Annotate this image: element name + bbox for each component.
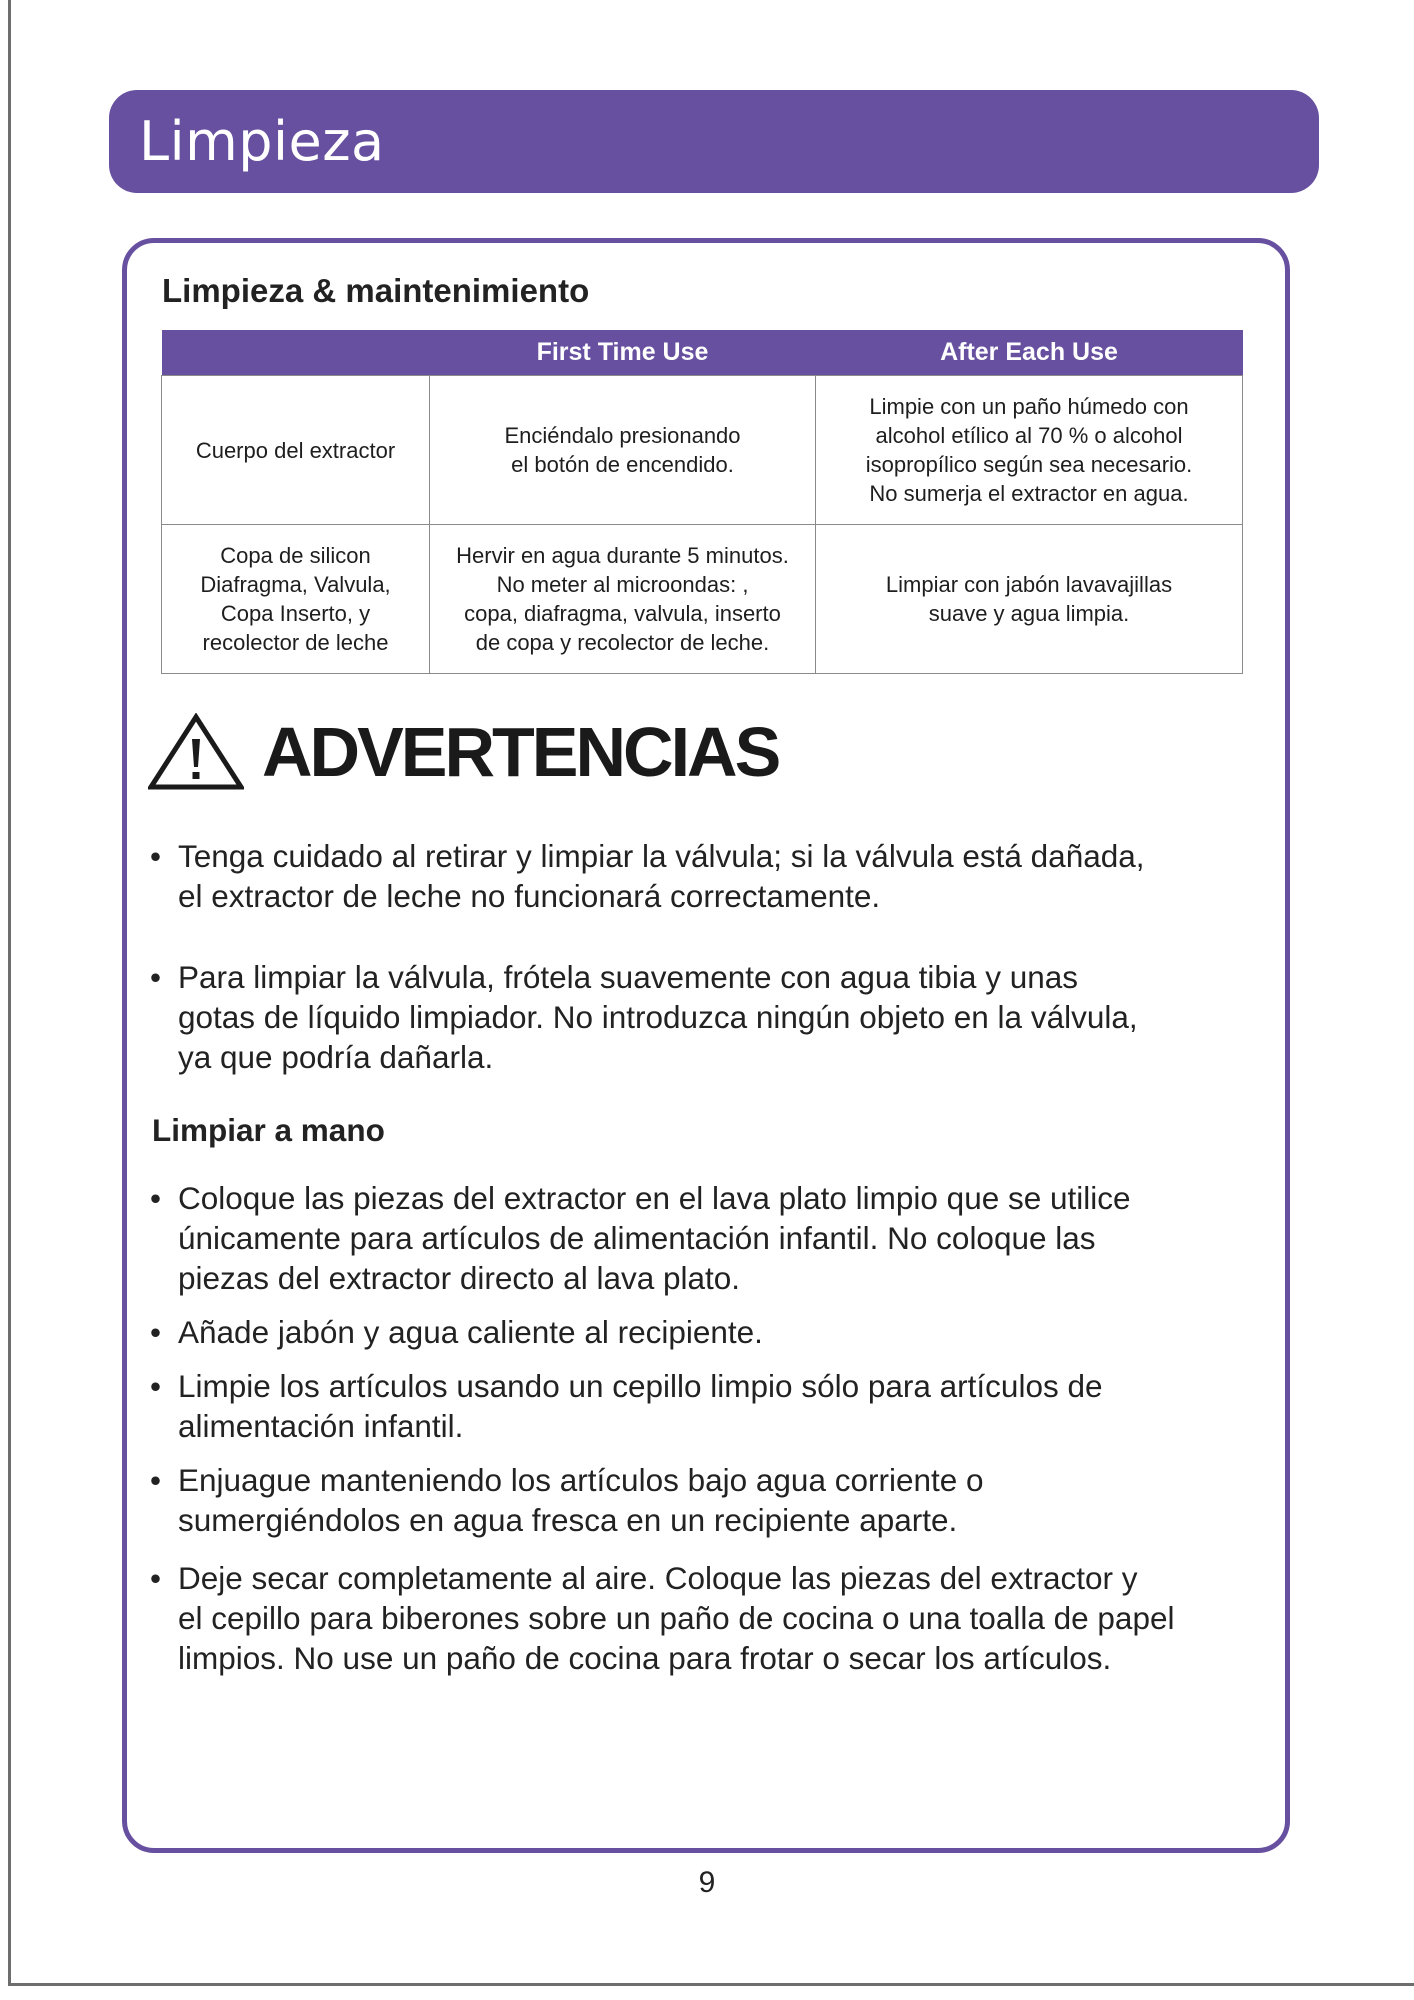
table-cell-part: Copa de silicon Diafragma, Valvula, Copa Inserto, y recolector de leche [162, 525, 430, 674]
list-item: • Tenga cuidado al retirar y limpiar la válvula; si la válvula está dañada, el extractor de leche no funcionará correctamente. [150, 836, 1260, 916]
list-item: • Añade jabón y agua caliente al recipiente. [150, 1312, 1260, 1352]
warnings-title: ADVERTENCIAS [262, 713, 779, 791]
table-cell-first-time: Hervir en agua durante 5 minutos. No meter al microondas: , copa, diafragma, valvula, inserto de copa y recolector de leche. [430, 525, 816, 674]
page-number: 9 [698, 1866, 716, 1899]
table-row [162, 376, 1243, 525]
list-item: • Enjuague manteniendo los artículos bajo agua corriente o sumergiéndolos en agua fresca en un recipiente aparte. [150, 1460, 1260, 1540]
table-cell-part: Cuerpo del extractor [162, 376, 430, 525]
page-edge-left [8, 0, 11, 1986]
table-row [162, 525, 1243, 674]
maintenance-table [161, 330, 1243, 674]
page-edge-bottom [8, 1983, 1414, 1986]
list-item: • Coloque las piezas del extractor en el lava plato limpio que se utilice únicamente para artículos de alimentación infantil. No coloque las piezas del extractor directo al lava plato. [150, 1178, 1260, 1298]
table-header-after-each-use: After Each Use [816, 330, 1243, 376]
maintenance-heading: Limpieza & maintenimiento [162, 272, 590, 309]
table-cell-after-each: Limpiar con jabón lavavajillas suave y agua limpia. [816, 525, 1243, 674]
warning-triangle-icon [148, 713, 244, 791]
table-cell-after-each: Limpie con un paño húmedo con alcohol etílico al 70 % o alcohol isopropílico según sea necesario. No sumerja el extractor en agua. [816, 376, 1243, 525]
list-item: • Deje secar completamente al aire. Coloque las piezas del extractor y el cepillo para biberones sobre un paño de cocina o una toalla de papel limpios. No use un paño de cocina para frotar o secar los artículos. [150, 1558, 1260, 1678]
table-cell-first-time: Enciéndalo presionando el botón de encendido. [430, 376, 816, 525]
table-header-first-time-use: First Time Use [430, 330, 816, 376]
page-title: Limpieza [139, 110, 385, 173]
list-item: • Para limpiar la válvula, frótela suavemente con agua tibia y unas gotas de líquido limpiador. No introduzca ningún objeto en la válvula, ya que podría dañarla. [150, 957, 1260, 1077]
hand-wash-list [150, 1178, 1260, 1692]
warnings-heading [148, 712, 778, 792]
table-header-part [162, 330, 430, 376]
warnings-list [150, 836, 1260, 1118]
title-bar [109, 90, 1319, 193]
table-header-row [162, 330, 1243, 376]
hand-wash-heading: Limpiar a mano [152, 1112, 385, 1148]
list-item: • Limpie los artículos usando un cepillo limpio sólo para artículos de alimentación infantil. [150, 1366, 1260, 1446]
